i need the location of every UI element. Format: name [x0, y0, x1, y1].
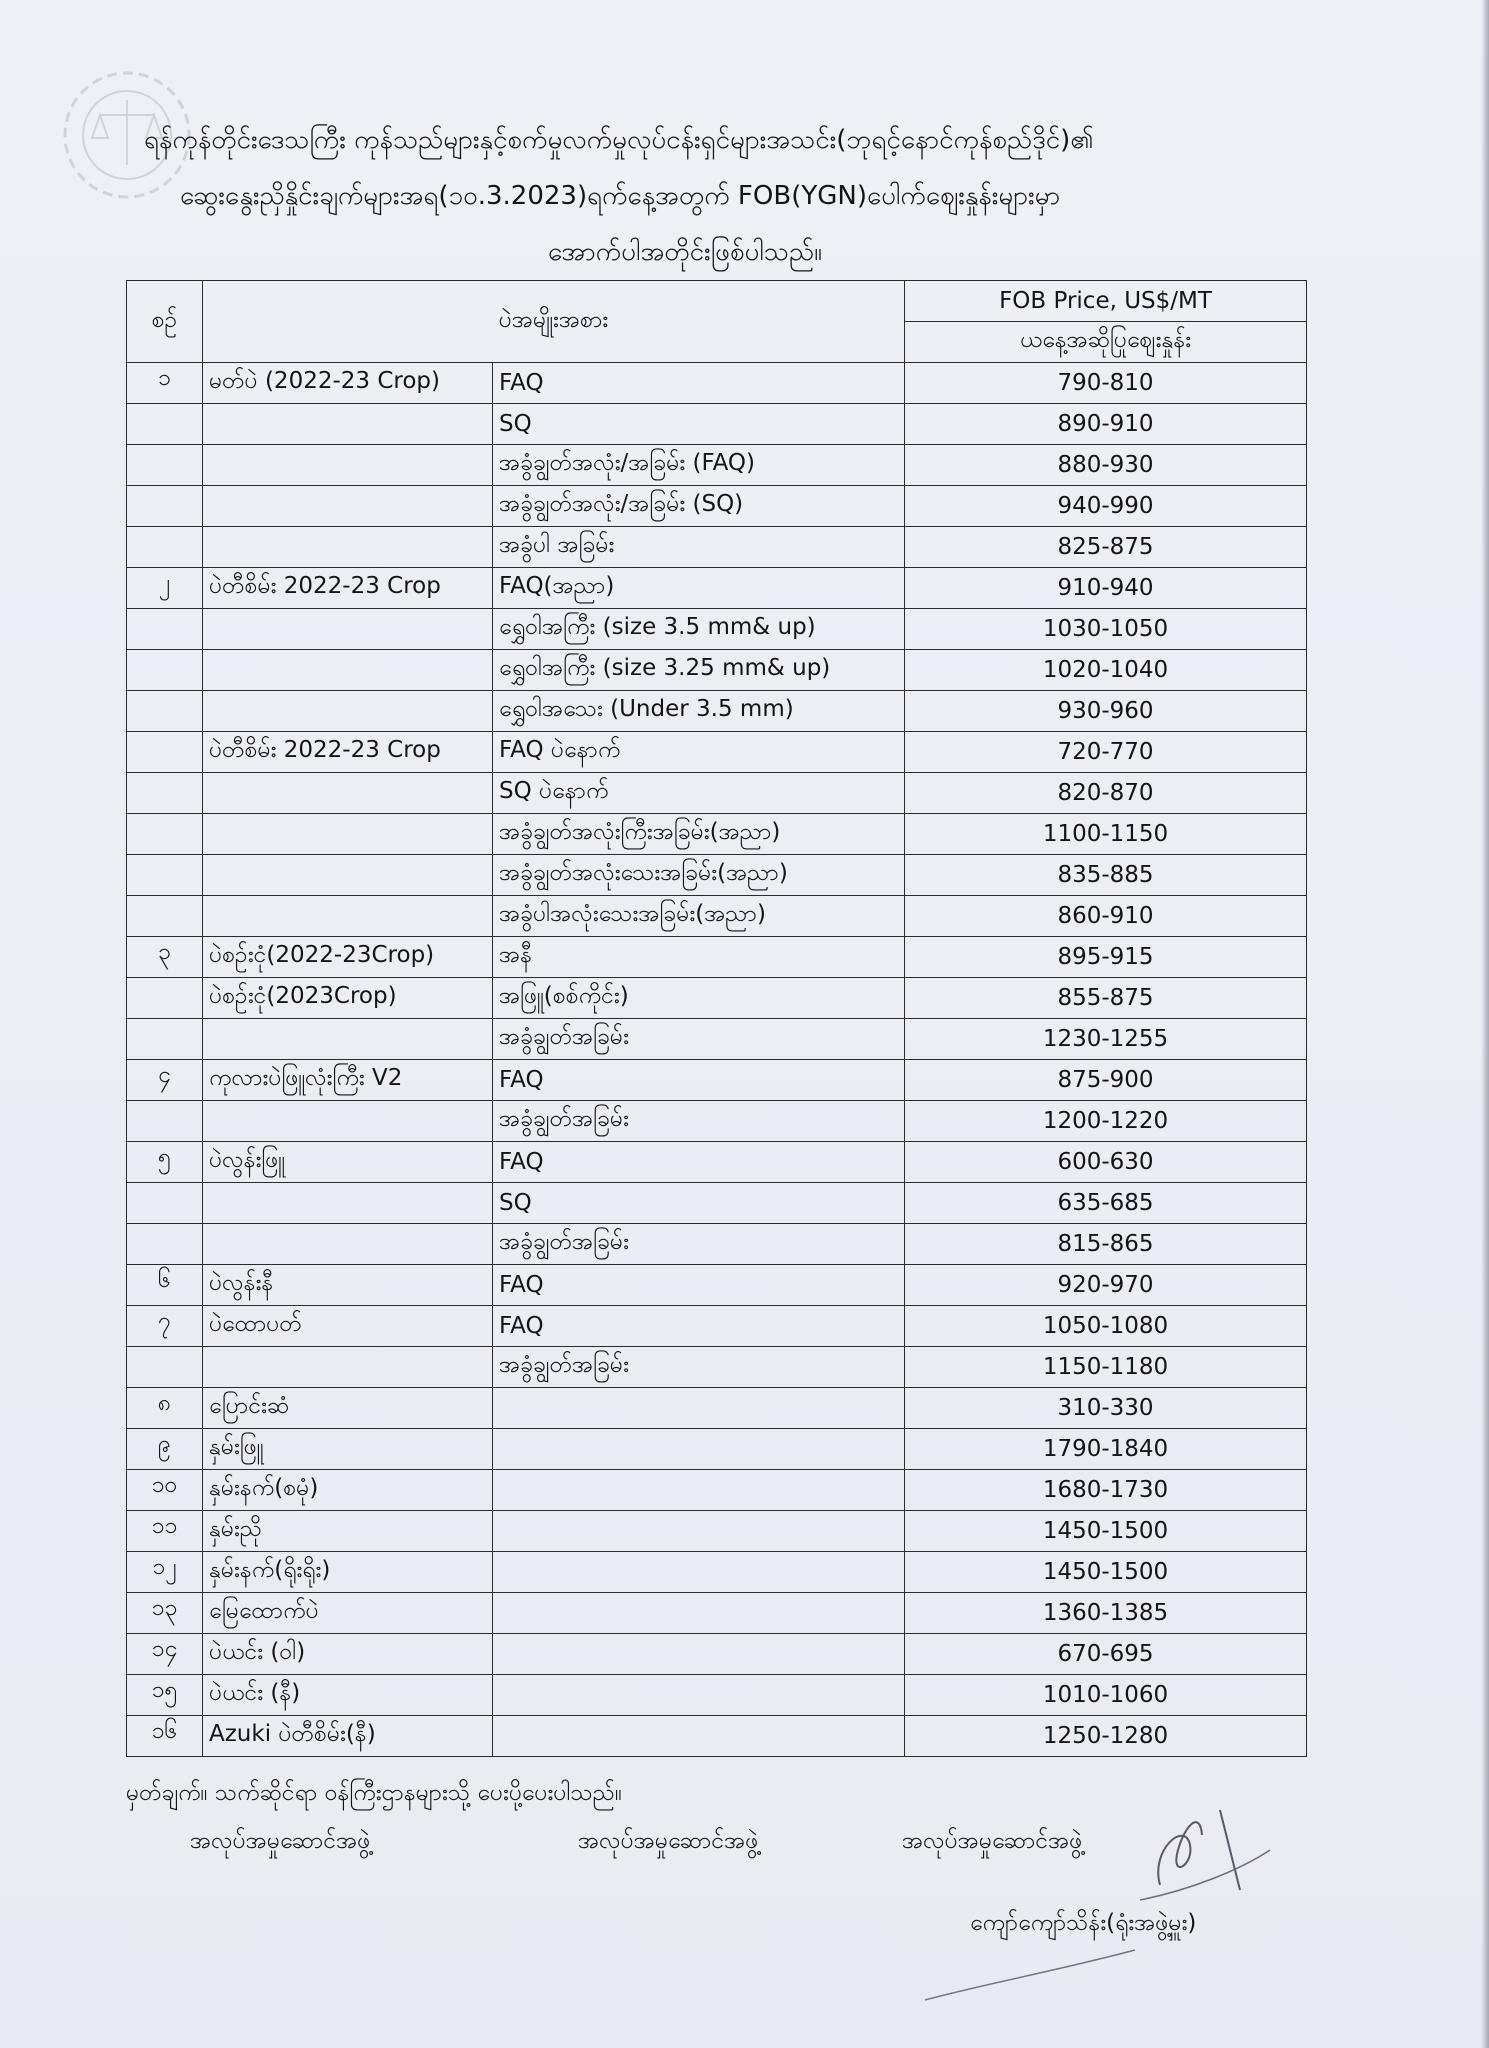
table-row [127, 978, 1307, 1019]
table-row [127, 1675, 1307, 1716]
serial-no-cell: ၁ [127, 363, 203, 404]
price-cell: 635-685 [905, 1183, 1307, 1224]
table-row [127, 1716, 1307, 1757]
item-cell: ပဲတီစိမ်း 2022-23 Crop [203, 732, 493, 773]
grade-cell: SQ ပဲနောက် [493, 773, 905, 814]
table-row [127, 814, 1307, 855]
table-row [127, 691, 1307, 732]
price-cell: 855-875 [905, 978, 1307, 1019]
price-cell: 875-900 [905, 1060, 1307, 1101]
grade-cell: အခွံချွတ်အခြမ်း [493, 1224, 905, 1265]
serial-no-cell [127, 1019, 203, 1060]
serial-no-cell: ၈ [127, 1388, 203, 1429]
signatory-2: အလုပ်အမှုဆောင်အဖွဲ့ [578, 1828, 759, 1854]
serial-no-cell: ၆ [127, 1265, 203, 1306]
document-heading [130, 112, 1340, 280]
grade-cell [493, 1716, 905, 1757]
price-cell: 930-960 [905, 691, 1307, 732]
grade-cell: FAQ [493, 363, 905, 404]
item-cell: နှမ်းညို [203, 1511, 493, 1552]
item-cell [203, 896, 493, 937]
serial-no-cell [127, 650, 203, 691]
item-cell [203, 1183, 493, 1224]
header-serial-no: စဉ် [127, 281, 203, 363]
item-cell [203, 1224, 493, 1265]
grade-cell: အခွံချွတ်အလုံးကြီးအခြမ်း(အညာ) [493, 814, 905, 855]
price-cell: 1450-1500 [905, 1511, 1307, 1552]
price-cell: 1230-1255 [905, 1019, 1307, 1060]
item-cell [203, 445, 493, 486]
item-cell [203, 1019, 493, 1060]
grade-cell: ရွှေဝါအကြီး (size 3.25 mm& up) [493, 650, 905, 691]
grade-cell [493, 1470, 905, 1511]
grade-cell: အခွံပါ အခြမ်း [493, 527, 905, 568]
grade-cell: အခွံချွတ်အခြမ်း [493, 1347, 905, 1388]
price-cell: 890-910 [905, 404, 1307, 445]
price-cell: 790-810 [905, 363, 1307, 404]
price-cell: 1200-1220 [905, 1101, 1307, 1142]
price-cell: 895-915 [905, 937, 1307, 978]
serial-no-cell: ၁၂ [127, 1552, 203, 1593]
price-cell: 820-870 [905, 773, 1307, 814]
serial-no-cell [127, 691, 203, 732]
table-row [127, 1347, 1307, 1388]
price-cell: 1360-1385 [905, 1593, 1307, 1634]
price-cell: 1010-1060 [905, 1675, 1307, 1716]
price-cell: 860-910 [905, 896, 1307, 937]
table-row [127, 1552, 1307, 1593]
grade-cell: FAQ ပဲနောက် [493, 732, 905, 773]
price-cell: 600-630 [905, 1142, 1307, 1183]
item-cell: ပဲတီစိမ်း 2022-23 Crop [203, 568, 493, 609]
serial-no-cell: ၁၃ [127, 1593, 203, 1634]
table-row [127, 1183, 1307, 1224]
price-cell: 825-875 [905, 527, 1307, 568]
grade-cell: အခွံပါအလုံးသေးအခြမ်း(အညာ) [493, 896, 905, 937]
item-cell: ပဲစဉ်းငုံ(2022-23Crop) [203, 937, 493, 978]
price-cell: 940-990 [905, 486, 1307, 527]
table-row [127, 486, 1307, 527]
table-row [127, 896, 1307, 937]
header-proposed-price: ယနေ့အဆိုပြုဈေးနှုန်း [905, 322, 1307, 363]
price-cell: 720-770 [905, 732, 1307, 773]
grade-cell: အနီ [493, 937, 905, 978]
item-cell: ပဲလွန်းနီ [203, 1265, 493, 1306]
grade-cell: အခွံချွတ်အလုံး/အခြမ်း (FAQ) [493, 445, 905, 486]
table-row [127, 1224, 1307, 1265]
chairman-signatory: ကျော်ကျော်သိန်း(ရုံးအဖွဲ့မှူး) [970, 1910, 1197, 1936]
item-cell [203, 650, 493, 691]
price-rows [127, 363, 1307, 1757]
grade-cell [493, 1634, 905, 1675]
serial-no-cell: ၃ [127, 937, 203, 978]
grade-cell [493, 1388, 905, 1429]
signature-flourish-icon [920, 1940, 1140, 2010]
item-cell: ပဲစဉ်းငုံ(2023Crop) [203, 978, 493, 1019]
serial-no-cell: ၂ [127, 568, 203, 609]
price-cell: 1450-1500 [905, 1552, 1307, 1593]
price-cell: 910-940 [905, 568, 1307, 609]
table-row [127, 1511, 1307, 1552]
item-cell [203, 773, 493, 814]
handwritten-signature-icon [1130, 1790, 1280, 1910]
table-row [127, 773, 1307, 814]
item-cell: ကုလားပဲဖြူလုံးကြီး V2 [203, 1060, 493, 1101]
footer-note: မှတ်ချက်။ သက်ဆိုင်ရာ ဝန်ကြီးဌာနများသို့ ပေးပို့ပေးပါသည်။ [126, 1780, 622, 1806]
grade-cell: ရွှေဝါအသေး (Under 3.5 mm) [493, 691, 905, 732]
table-row [127, 404, 1307, 445]
table-row [127, 1593, 1307, 1634]
heading-line-2: ဆွေးနွေးညှိနှိုင်းချက်များအရ(၁၀.3.2023)ရက်နေ့အတွက် FOB(YGN)ပေါက်ဈေးနှုန်းများမှာ [180, 181, 1061, 211]
grade-cell: အဖြူ(စစ်ကိုင်း) [493, 978, 905, 1019]
serial-no-cell: ၁၆ [127, 1716, 203, 1757]
table-row [127, 1470, 1307, 1511]
grade-cell: အခွံချွတ်အလုံးသေးအခြမ်း(အညာ) [493, 855, 905, 896]
item-cell [203, 404, 493, 445]
table-row [127, 527, 1307, 568]
item-cell: နှမ်းနက်(ရိုးရိုး) [203, 1552, 493, 1593]
grade-cell: FAQ [493, 1265, 905, 1306]
grade-cell [493, 1675, 905, 1716]
grade-cell: FAQ(အညာ) [493, 568, 905, 609]
item-cell: နှမ်းနက်(စမုံ) [203, 1470, 493, 1511]
table-row [127, 445, 1307, 486]
serial-no-cell [127, 486, 203, 527]
item-cell [203, 1347, 493, 1388]
serial-no-cell: ၅ [127, 1142, 203, 1183]
table-row [127, 568, 1307, 609]
serial-no-cell [127, 1101, 203, 1142]
serial-no-cell: ၄ [127, 1060, 203, 1101]
price-cell: 835-885 [905, 855, 1307, 896]
price-cell: 1050-1080 [905, 1306, 1307, 1347]
serial-no-cell [127, 445, 203, 486]
item-cell [203, 855, 493, 896]
table-row [127, 1388, 1307, 1429]
table-row [127, 1101, 1307, 1142]
grade-cell: FAQ [493, 1142, 905, 1183]
grade-cell: ရွှေဝါအကြီး (size 3.5 mm& up) [493, 609, 905, 650]
item-cell: မတ်ပဲ (2022-23 Crop) [203, 363, 493, 404]
serial-no-cell: ၁၅ [127, 1675, 203, 1716]
header-fob-price: FOB Price, US$/MT [905, 281, 1307, 322]
price-cell: 920-970 [905, 1265, 1307, 1306]
grade-cell: အခွံချွတ်အခြမ်း [493, 1019, 905, 1060]
serial-no-cell: ၁၀ [127, 1470, 203, 1511]
serial-no-cell: ၇ [127, 1306, 203, 1347]
header-item-type: ပဲအမျိုးအစား [203, 281, 905, 363]
heading-line-3: အောက်ပါအတိုင်းဖြစ်ပါသည်။ [548, 237, 822, 267]
serial-no-cell [127, 404, 203, 445]
item-cell [203, 527, 493, 568]
serial-no-cell [127, 814, 203, 855]
serial-no-cell [127, 978, 203, 1019]
item-cell: နှမ်းဖြူ [203, 1429, 493, 1470]
item-cell: ပဲလွန်းဖြူ [203, 1142, 493, 1183]
table-row [127, 609, 1307, 650]
serial-no-cell: ၁၁ [127, 1511, 203, 1552]
item-cell: ပဲထောပတ် [203, 1306, 493, 1347]
page-edge-shadow [1481, 0, 1489, 2048]
serial-no-cell [127, 1183, 203, 1224]
price-cell: 1250-1280 [905, 1716, 1307, 1757]
price-cell: 1150-1180 [905, 1347, 1307, 1388]
table-row [127, 1142, 1307, 1183]
item-cell [203, 486, 493, 527]
grade-cell: SQ [493, 404, 905, 445]
grade-cell: အခွံချွတ်အလုံး/အခြမ်း (SQ) [493, 486, 905, 527]
item-cell [203, 609, 493, 650]
price-cell: 1030-1050 [905, 609, 1307, 650]
grade-cell [493, 1511, 905, 1552]
item-cell [203, 1101, 493, 1142]
price-cell: 1790-1840 [905, 1429, 1307, 1470]
item-cell [203, 691, 493, 732]
item-cell: Azuki ပဲတီစိမ်း(နီ) [203, 1716, 493, 1757]
serial-no-cell [127, 896, 203, 937]
table-row [127, 1060, 1307, 1101]
serial-no-cell [127, 1347, 203, 1388]
heading-line-1: ရန်ကုန်တိုင်းဒေသကြီး ကုန်သည်များနှင့်စက်မှုလက်မှုလုပ်ငန်းရှင်များအသင်း(ဘုရင့်နောင်ကုန်စည်ဒိုင်)၏ [144, 125, 1094, 155]
grade-cell [493, 1593, 905, 1634]
grade-cell: FAQ [493, 1060, 905, 1101]
item-cell: ပြောင်းဆံ [203, 1388, 493, 1429]
table-row [127, 650, 1307, 691]
table-row [127, 1634, 1307, 1675]
item-cell: ပဲယင်း (နီ) [203, 1675, 493, 1716]
grade-cell: FAQ [493, 1306, 905, 1347]
serial-no-cell [127, 855, 203, 896]
table-row [127, 1306, 1307, 1347]
grade-cell: SQ [493, 1183, 905, 1224]
signatory-1: အလုပ်အမှုဆောင်အဖွဲ့ [190, 1828, 371, 1854]
table-row [127, 1019, 1307, 1060]
signatory-3: အလုပ်အမှုဆောင်အဖွဲ့ [902, 1828, 1083, 1854]
table-row [127, 1265, 1307, 1306]
price-cell: 880-930 [905, 445, 1307, 486]
table-row [127, 363, 1307, 404]
table-row [127, 855, 1307, 896]
serial-no-cell: ၉ [127, 1429, 203, 1470]
table-row [127, 732, 1307, 773]
item-cell: မြေထောက်ပဲ [203, 1593, 493, 1634]
serial-no-cell [127, 609, 203, 650]
item-cell: ပဲယင်း (ဝါ) [203, 1634, 493, 1675]
grade-cell [493, 1552, 905, 1593]
item-cell [203, 814, 493, 855]
grade-cell [493, 1429, 905, 1470]
serial-no-cell [127, 1224, 203, 1265]
serial-no-cell: ၁၄ [127, 1634, 203, 1675]
price-cell: 670-695 [905, 1634, 1307, 1675]
table-row [127, 937, 1307, 978]
price-table [126, 280, 1307, 1757]
serial-no-cell [127, 773, 203, 814]
price-cell: 1100-1150 [905, 814, 1307, 855]
price-cell: 310-330 [905, 1388, 1307, 1429]
price-cell: 1020-1040 [905, 650, 1307, 691]
serial-no-cell [127, 732, 203, 773]
table-row [127, 1429, 1307, 1470]
price-cell: 815-865 [905, 1224, 1307, 1265]
grade-cell: အခွံချွတ်အခြမ်း [493, 1101, 905, 1142]
serial-no-cell [127, 527, 203, 568]
price-cell: 1680-1730 [905, 1470, 1307, 1511]
